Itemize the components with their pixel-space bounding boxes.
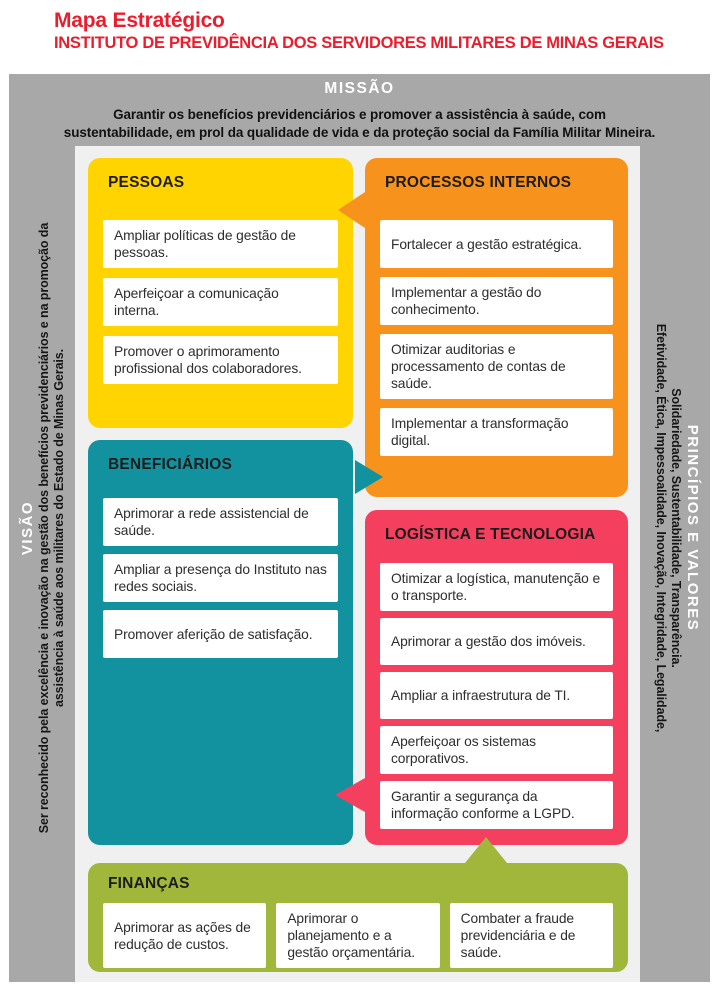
arrow-processos-to-pessoas-icon (338, 192, 365, 228)
objective-item: Fortalecer a gestão estratégica. (380, 220, 613, 268)
objective-item: Aperfeiçoar a comunicação interna. (103, 278, 338, 326)
objective-item: Aprimorar o planejamento e a gestão orçamentária. (276, 903, 439, 968)
section-pessoas-items (103, 220, 338, 384)
objective-item: Promover o aprimoramento profissional dos colaboradores. (103, 336, 338, 384)
missao-label: MISSÃO (324, 80, 395, 97)
arrow-financas-to-logistica-icon (465, 837, 507, 863)
visao-rail-inner (9, 74, 75, 982)
objective-item: Aperfeiçoar os sistemas corporativos. (380, 726, 613, 774)
objective-item: Combater a fraude previdenciária e de saúde. (450, 903, 613, 968)
page-title: Mapa Estratégico (54, 9, 225, 32)
objective-item: Implementar a gestão do conhecimento. (380, 277, 613, 325)
objective-item: Ampliar a infraestrutura de TI. (380, 672, 613, 719)
section-processos-title: PROCESSOS INTERNOS (385, 174, 572, 191)
missao-line-2: sustentabilidade, em prol da qualidade de vida e da proteção social da Família Militar Mineira. (63, 125, 656, 140)
section-logistica-title: LOGÍSTICA E TECNOLOGIA (385, 526, 596, 543)
page-subtitle: INSTITUTO DE PREVIDÊNCIA DOS SERVIDORES MILITARES DE MINAS GERAIS (54, 34, 664, 52)
arrow-logistica-to-beneficiarios-icon (335, 778, 365, 812)
objective-item: Otimizar a logística, manutenção e o transporte. (380, 563, 613, 611)
section-financas-items (103, 903, 613, 968)
section-beneficiarios-title: BENEFICIÁRIOS (108, 456, 233, 473)
section-processos-items (380, 220, 613, 456)
principios-text-line-2: Solidariedade, Sustentabilidade, Transparência. (669, 388, 683, 668)
visao-text-line-2: assistência à saúde aos militares do Estado de Minas Gerais. (51, 348, 66, 708)
section-logistica-items (380, 563, 613, 829)
section-pessoas-title: PESSOAS (108, 174, 185, 191)
objective-item: Ampliar a presença do Instituto nas redes sociais. (103, 554, 338, 602)
principios-text-line-1: Efetividade, Ética, Impessoalidade, Inovação, Integridade, Legalidade, (654, 323, 668, 733)
principios-rail (645, 74, 710, 982)
section-processos-internos (365, 158, 628, 497)
principios-rail-inner (645, 74, 710, 982)
objective-item: Aprimorar a rede assistencial de saúde. (103, 498, 338, 546)
objective-item: Otimizar auditorias e processamento de contas de saúde. (380, 334, 613, 399)
section-beneficiarios (88, 440, 353, 845)
visao-label: VISÃO (18, 500, 36, 556)
section-beneficiarios-items (103, 498, 338, 658)
visao-text-line-1: Ser reconhecido pela excelência e inovação na gestão dos benefícios previdenciários e na promoção da (36, 222, 51, 834)
objective-item: Aprimorar a gestão dos imóveis. (380, 618, 613, 665)
objective-item: Garantir a segurança da informação conforme a LGPD. (380, 781, 613, 829)
principios-label: PRINCÍPIOS E VALORES (684, 424, 701, 632)
objective-item: Ampliar políticas de gestão de pessoas. (103, 220, 338, 268)
missao-text (9, 106, 710, 142)
arrow-beneficiarios-to-processos-icon (355, 460, 383, 494)
objective-item: Aprimorar as ações de redução de custos. (103, 903, 266, 968)
visao-rail (9, 74, 75, 982)
objective-item: Promover aferição de satisfação. (103, 610, 338, 658)
section-logistica-tecnologia (365, 510, 628, 845)
missao-line-1: Garantir os benefícios previdenciários e promover a assistência à saúde, com (113, 107, 606, 122)
objective-item: Implementar a transformação digital. (380, 408, 613, 456)
section-financas (88, 863, 628, 972)
section-financas-title: FINANÇAS (108, 875, 190, 892)
section-pessoas (88, 158, 353, 428)
